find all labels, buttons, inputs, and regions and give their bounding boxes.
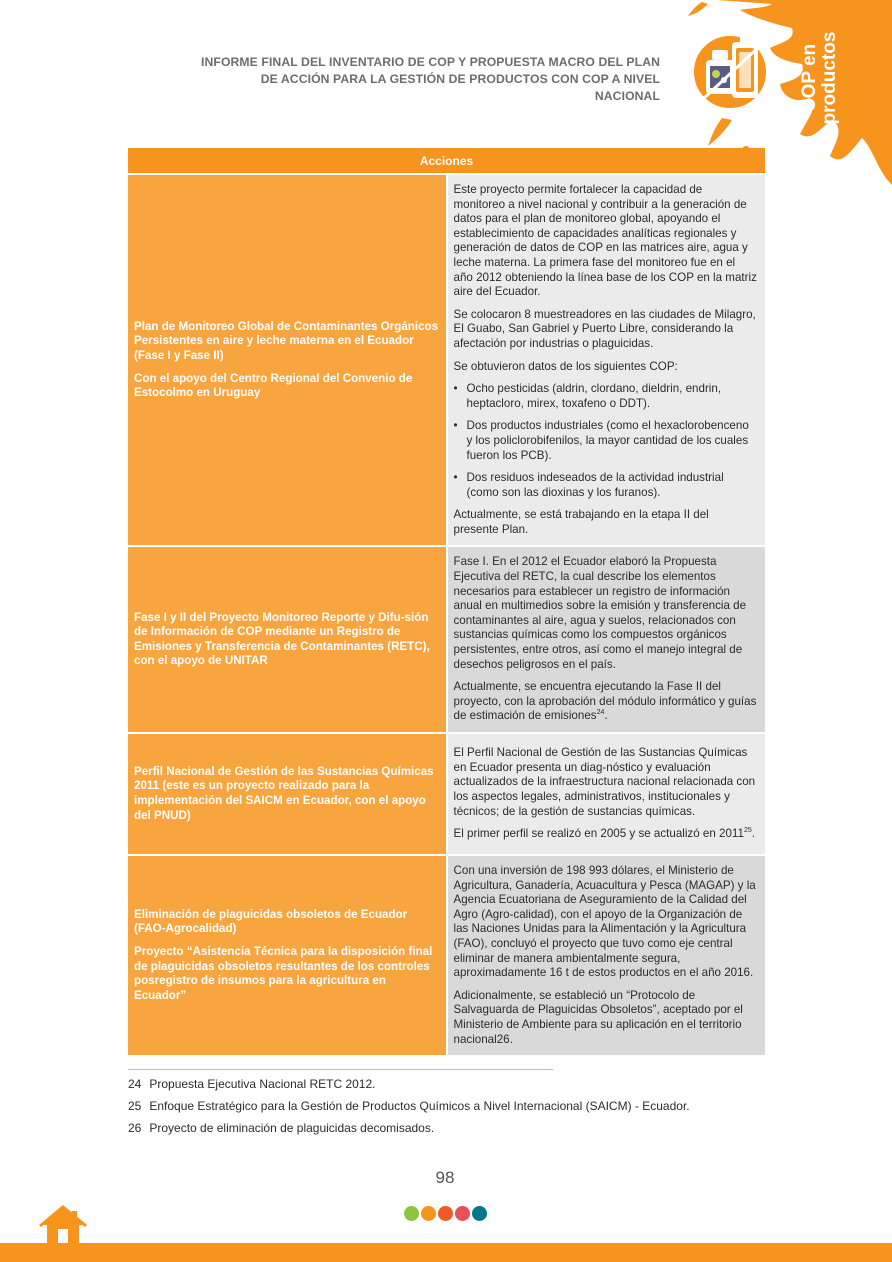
description-paragraph: Adicionalmente, se estableció un “Protocolo de Salvaguarda de Plaguicidas Obsoletos”, aceptado por el Ministerio de Ambiente para su aplicación en el territorio nacional26. xyxy=(453,988,743,1046)
row-description xyxy=(447,174,766,546)
nav-dot[interactable] xyxy=(404,1206,419,1221)
description-paragraph xyxy=(454,680,758,724)
nav-dot[interactable] xyxy=(472,1206,487,1221)
description-paragraph: Se colocaron 8 muestreadores en las ciudades de Milagro, El Guabo, San Gabriel y Puerto Libre, considerando la afectación por industrias o plaguicidas. xyxy=(453,307,756,350)
description-text: Actualmente, se encuentra ejecutando la Fase II del proyecto, con la aprobación del módulo informático y guías de estimación de emisiones xyxy=(453,680,757,723)
table-row xyxy=(128,174,765,546)
row-description xyxy=(447,546,766,733)
row-description xyxy=(447,855,766,1056)
nav-dot[interactable] xyxy=(421,1206,436,1221)
footnote xyxy=(128,1077,768,1092)
row-label-text: Con el apoyo del Centro Regional del Convenio de Estocolmo en Uruguay xyxy=(134,371,413,400)
document-title-line-2: DE ACCIÓN PARA LA GESTIÓN DE PRODUCTOS CON COP A NIVEL NACIONAL xyxy=(260,72,660,103)
table-header-row xyxy=(128,148,765,174)
row-label-text: Perfil Nacional de Gestión de las Sustancias Químicas 2011 (este es un proyecto realizado para la implementación del SAICM en Ecuador, con el apoyo del PNUD) xyxy=(134,764,434,822)
row-label-text: Plan de Monitoreo Global de Contaminantes Orgánicos Persistentes en aire y leche materna en el Ecuador (Fase I y Fase II) xyxy=(134,319,439,362)
row-description xyxy=(447,733,766,855)
document-title xyxy=(200,54,660,105)
row-label-text: Eliminación de plaguicidas obsoletos de Ecuador (FAO-Agrocalidad) xyxy=(134,907,408,936)
period: . xyxy=(604,709,608,723)
description-paragraph: Este proyecto permite fortalecer la capacidad de monitoreo a nivel nacional y contribuir a la generación de datos para el plan de monitoreo global, apoyando el establecimiento de capacidades analíticas regionales y generación de datos de COP en las matrices aire, agua y leche materna. La primera fase del monitoreo fue en el año 2012 obteniendo la línea base de los COP en la matriz aire del Ecuador. xyxy=(453,183,757,299)
list-item: • Dos productos industriales (como el hexaclorobenceno y los policlorobifenilos, la mayor cantidad de los cuales fueron los PCB). xyxy=(454,419,758,463)
footnote-text: Propuesta Ejecutiva Nacional RETC 2012. xyxy=(149,1077,376,1091)
nav-dot[interactable] xyxy=(438,1206,453,1221)
footnotes xyxy=(128,1077,768,1143)
footnote-number: 26 xyxy=(128,1121,142,1135)
description-text: El primer perfil se realizó en 2005 y se actualizó en 2011 xyxy=(453,827,744,841)
footnote-separator xyxy=(128,1069,553,1070)
row-label xyxy=(128,733,447,855)
section-tag-line-2: productos xyxy=(819,31,840,125)
row-label xyxy=(128,546,447,733)
list-item: • Ocho pesticidas (aldrin, clordano, dieldrin, endrin, heptacloro, mirex, toxafeno o DDT). xyxy=(454,382,758,411)
row-label xyxy=(128,174,447,546)
footnote-number: 24 xyxy=(128,1077,142,1091)
nav-dot[interactable] xyxy=(455,1206,470,1221)
document-title-line-1: INFORME FINAL DEL INVENTARIO DE COP Y PROPUESTA MACRO DEL PLAN xyxy=(201,55,660,69)
footnote-text: Proyecto de eliminación de plaguicidas decomisados. xyxy=(149,1121,435,1135)
footnote xyxy=(128,1121,768,1136)
cop-products-icon xyxy=(682,22,782,122)
actions-table xyxy=(128,148,765,1057)
row-label-text: Proyecto “Asistencia Técnica para la disposición final de plaguicidas obsoletos resultantes de los controles posregistro de insumos para la agricultura en Ecuador” xyxy=(134,944,433,1002)
section-tag xyxy=(800,28,844,128)
description-paragraph: Con una inversión de 198 993 dólares, el Ministerio de Agricultura, Ganadería, Acuacultura y Pesca (MAGAP) y la Agencia Ecuatoriana de Aseguramiento de la Calidad del Agro (Agro-calidad), con el apoyo de la Organización de las Naciones Unidas para la Alimentación y la Agricultura (FAO), concluyó el proyecto que tuvo como eje central eliminar de manera ambientalmente segura, aproximadamente 16 t de estos productos en el año 2016. xyxy=(453,864,756,980)
table-row xyxy=(128,855,765,1056)
row-label xyxy=(128,855,447,1056)
description-paragraph: Fase I. En el 2012 el Ecuador elaboró la Propuesta Ejecutiva del RETC, la cual describe los elementos necesarios para establecer un registro de información anual en multimedios sobre la emisión y transferencia de contaminantes al aire, agua y suelos, relacionados con sustancias químicas como los compuestos orgánicos persistentes, entre otros, así como el manejo integral de desechos peligrosos en el país. xyxy=(453,555,747,671)
description-paragraph: El Perfil Nacional de Gestión de las Sustancias Químicas en Ecuador presenta un diag-nóstico y evaluación actualizados de la infraestructura nacional relacionada con los aspectos legales, administrativos, institucionales y técnicos; de la gestión de sustancias químicas. xyxy=(453,746,756,818)
footnote xyxy=(128,1099,768,1114)
table-row xyxy=(128,733,765,855)
section-tag-line-1: COP en xyxy=(799,43,820,113)
cop-list xyxy=(454,382,758,500)
footnote-ref: 24 xyxy=(596,709,605,717)
section-nav-dots xyxy=(404,1206,487,1222)
table-header-acciones: Acciones xyxy=(128,148,765,174)
description-paragraph: Actualmente, se está trabajando en la etapa II del presente Plan. xyxy=(453,508,709,536)
period: . xyxy=(751,827,755,841)
row-label-text: Fase I y II del Proyecto Monitoreo Reporte y Difu-sión de Información de COP mediante un Registro de Emisiones y Transferencia de Contaminantes (RETC), con el apoyo de UNITAR xyxy=(134,610,430,668)
footnote-number: 25 xyxy=(128,1099,142,1113)
description-paragraph: Se obtuvieron datos de los siguientes COP: xyxy=(453,359,678,373)
footnote-text: Enfoque Estratégico para la Gestión de Productos Químicos a Nivel Internacional (SAICM) - Ecuador. xyxy=(149,1099,690,1113)
page-number: 98 xyxy=(435,1168,455,1187)
list-item: • Dos residuos indeseados de la actividad industrial (como son las dioxinas y los furanos). xyxy=(454,471,758,500)
description-paragraph xyxy=(454,827,758,842)
bottom-bar xyxy=(0,1243,892,1262)
home-icon[interactable] xyxy=(38,1205,88,1245)
footnote-ref: 25 xyxy=(743,827,752,835)
table-row xyxy=(128,546,765,733)
